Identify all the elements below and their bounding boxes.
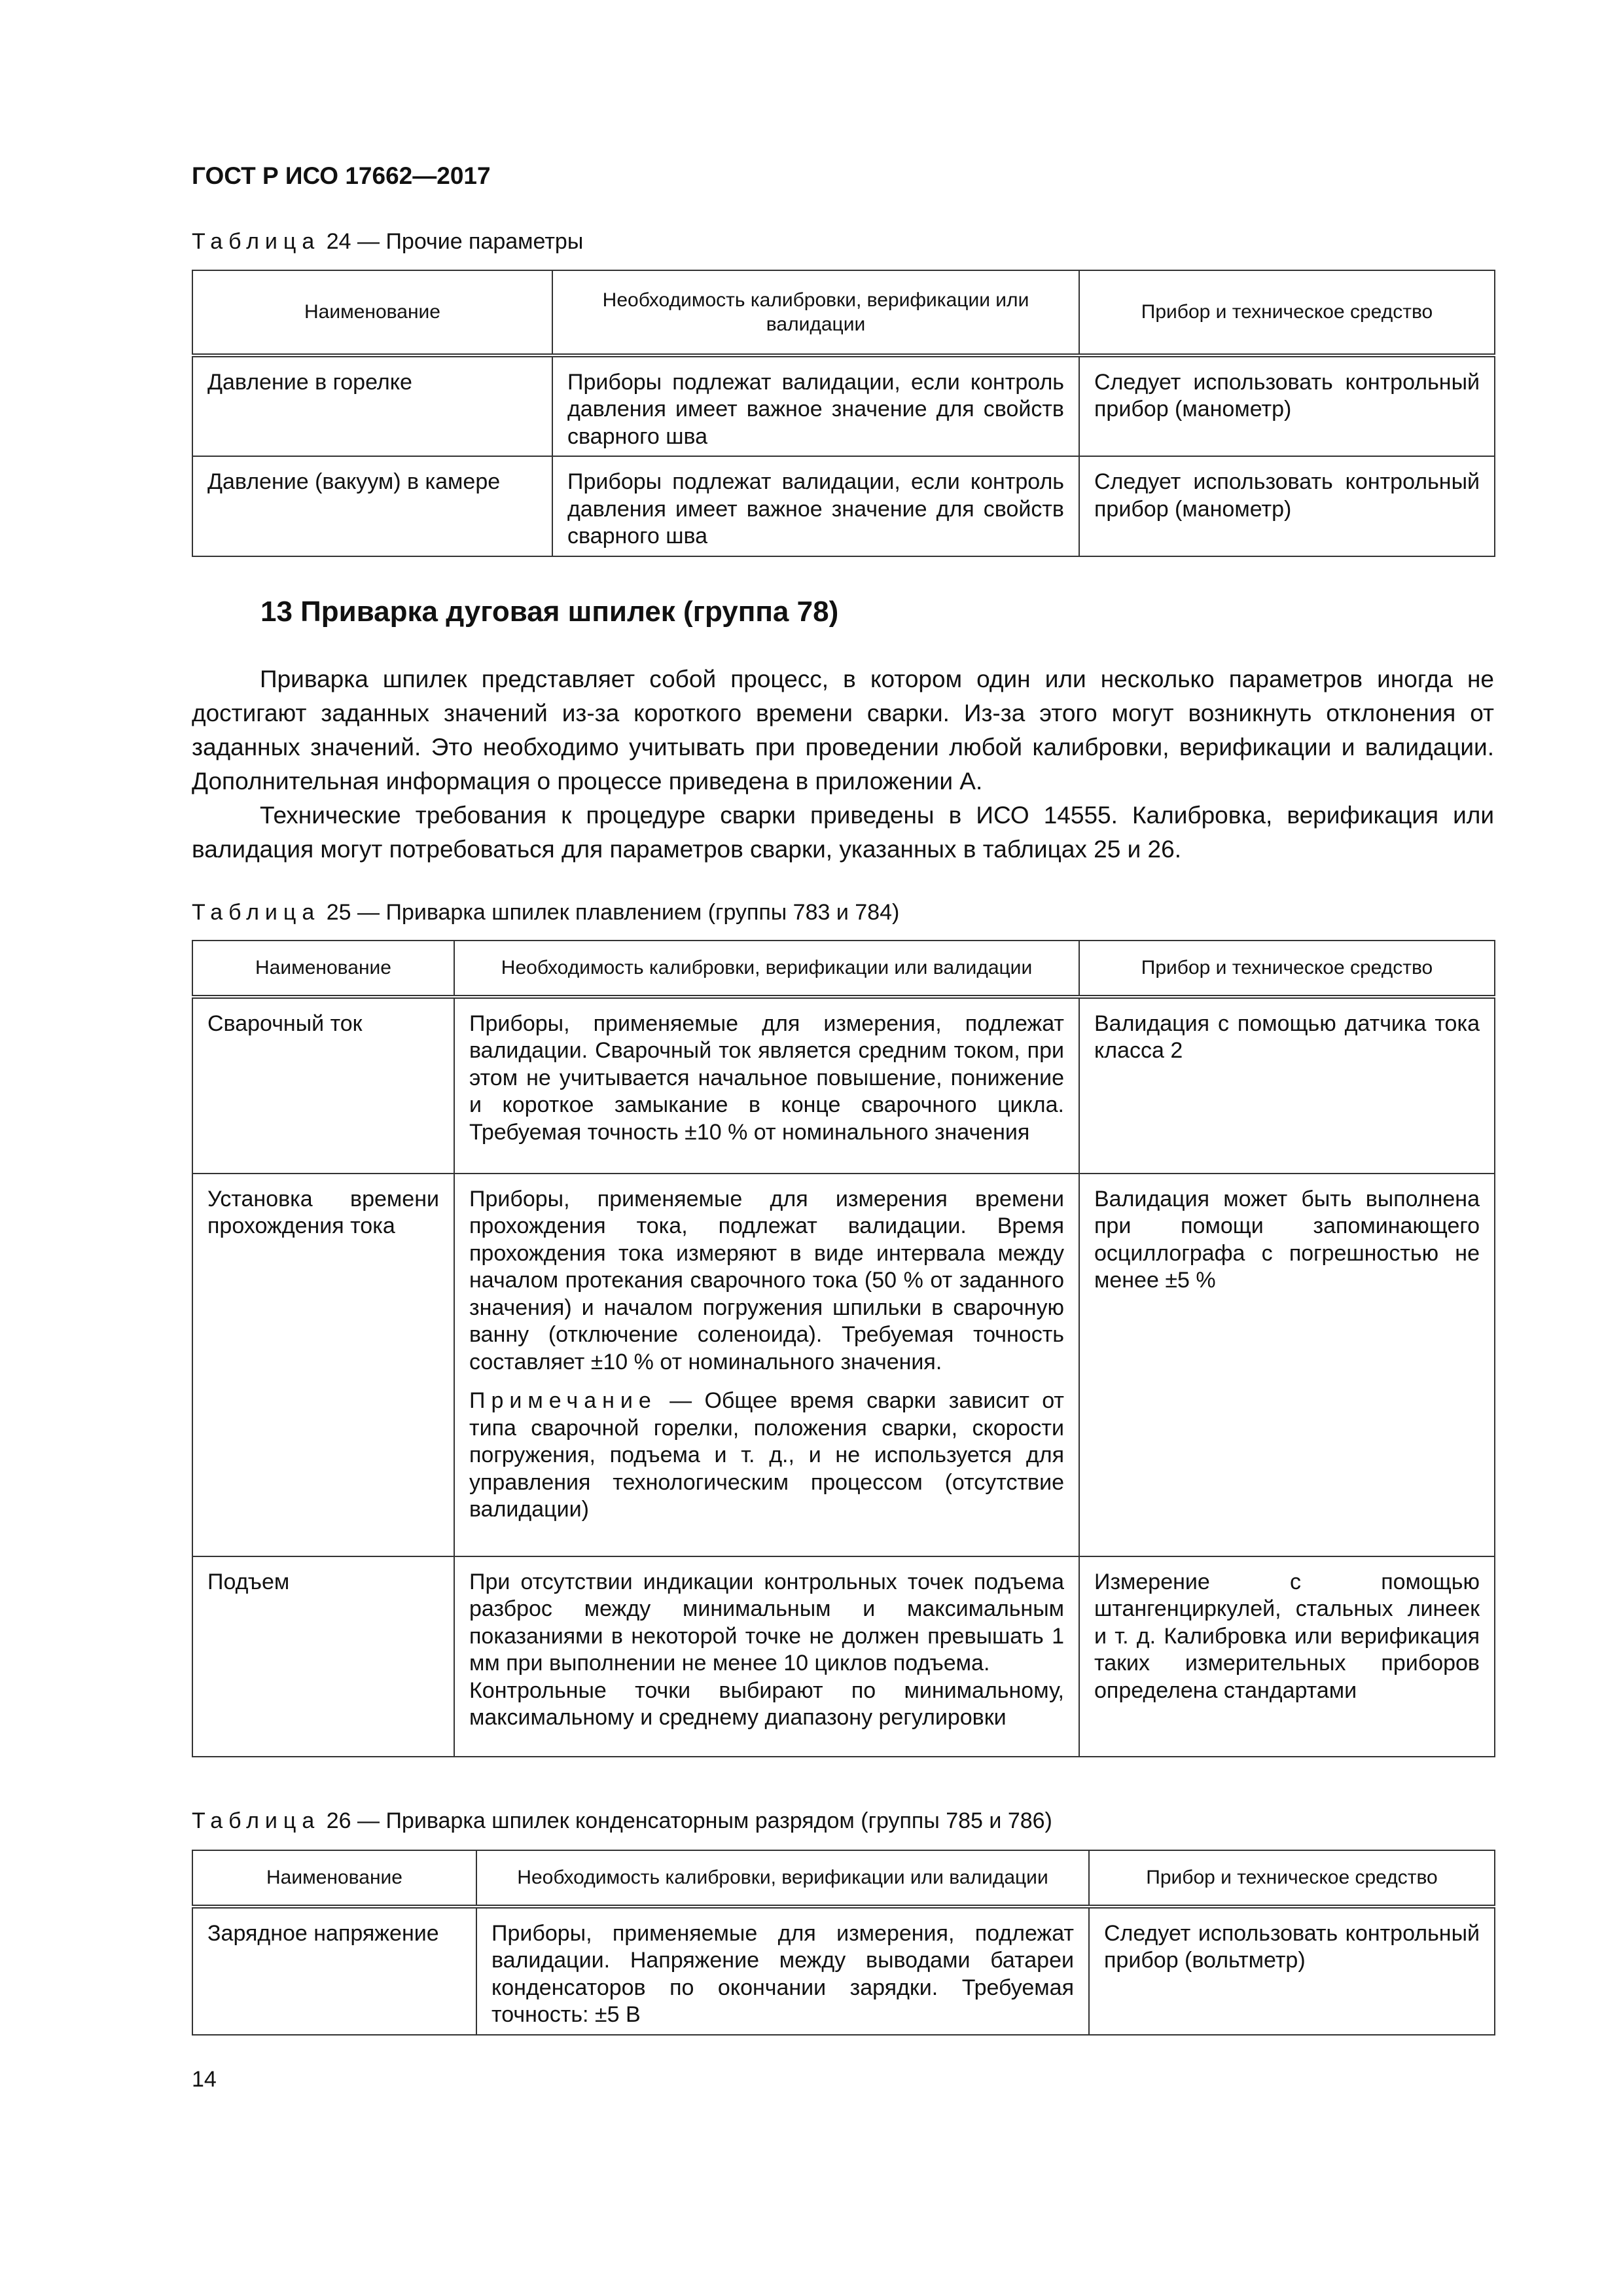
cell-need: Приборы, применяемые для измерения, подлежат валидации. Напряжение между выводами батареи конденсаторов по окончании зарядки. Требуемая точность: ±5 В — [476, 1907, 1089, 2035]
cell-need — [454, 1556, 1079, 1757]
cell-need: Приборы подлежат валидации, если контроль давления имеет важное значение для свойств сварного шва — [552, 456, 1079, 556]
table-26-caption — [192, 1808, 1052, 1834]
table-row — [192, 1907, 1495, 2035]
column-header: Прибор и техническое средство — [1079, 941, 1495, 997]
cell-name: Зарядное напряжение — [192, 1907, 476, 2035]
table-26 — [192, 1850, 1495, 2036]
caption-text: 26 — Приварка шпилек конденсаторным разрядом (группы 785 и 786) — [326, 1808, 1052, 1833]
table-25-caption — [192, 900, 899, 925]
column-header: Необходимость калибровки, верификации или валидации — [454, 941, 1079, 997]
caption-word: Таблица — [192, 1808, 321, 1833]
column-header: Наименование — [192, 270, 552, 355]
caption-text: 25 — Приварка шпилек плавлением (группы 783 и 784) — [326, 900, 900, 925]
table-row — [192, 1556, 1495, 1757]
table-24-caption — [192, 229, 583, 255]
cell-device: Следует использовать контрольный прибор (манометр) — [1079, 456, 1495, 556]
table-row — [192, 355, 1495, 456]
note-text: — Общее время сварки зависит от типа сварочной горелки, положения сварки, скорости погружения, подъема и т. д., и не используется для управления технологическим процессом (отсутствие валидации) — [469, 1388, 1064, 1522]
caption-word: Таблица — [192, 900, 321, 925]
cell-need-text: Приборы, применяемые для измерения времени прохождения тока, подлежат валидации. Время прохождения тока измеряют в виде интервала между началом протекания сварочного тока (50 % от заданного значения) и началом погружения шпильки в сварочную ванну (отключение соленоида). Требуемая точность составляет ±10 % от номинального значения. — [469, 1187, 1064, 1374]
page-number: 14 — [192, 2067, 217, 2092]
cell-name: Установка времени прохождения тока — [192, 1174, 454, 1556]
note-word: Примечание — [469, 1388, 657, 1414]
paragraph: Приварка шпилек представляет собой процесс, в котором один или несколько параметров иногда не достигают заданных значений из-за короткого времени сварки. Из-за этого могут возникнуть отклонения от заданных значений. Это необходимо учитывать при проведении любой калибровки, верификации и валидации. Дополнительная информация о процессе приведена в приложении А. — [192, 666, 1494, 795]
table-row — [192, 1174, 1495, 1556]
cell-device: Валидация может быть выполнена при помощи запоминающего осциллографа с погрешностью не менее ±5 % — [1079, 1174, 1495, 1556]
column-header: Необходимость калибровки, верификации или валидации — [552, 270, 1079, 355]
cell-need: Приборы, применяемые для измерения, подлежат валидации. Сварочный ток является средним током, при этом не учитывается начальное повышение, понижение и короткое замыкание в конце сварочного цикла. Требуемая точность ±10 % от номинального значения — [454, 997, 1079, 1174]
table-24 — [192, 270, 1495, 557]
table-row — [192, 997, 1495, 1174]
section-body — [192, 662, 1494, 867]
column-header: Прибор и техническое средство — [1089, 1850, 1495, 1907]
column-header: Необходимость калибровки, верификации или валидации — [476, 1850, 1089, 1907]
cell-name: Давление (вакуум) в камере — [192, 456, 552, 556]
note — [469, 1388, 1064, 1523]
paragraph: Технические требования к процедуре сварки приведены в ИСО 14555. Калибровка, верификация или валидация могут потребоваться для параметров сварки, указанных в таблицах 25 и 26. — [192, 802, 1494, 863]
cell-need-text: При отсутствии индикации контрольных точек подъема разброс между минимальным и максимальным показаниями в некоторой точке не должен превышать 1 мм при выполнении не менее 10 циклов подъема. — [469, 1570, 1064, 1676]
cell-name: Сварочный ток — [192, 997, 454, 1174]
column-header: Наименование — [192, 941, 454, 997]
cell-device: Валидация с помощью датчика тока класса 2 — [1079, 997, 1495, 1174]
table-row — [192, 456, 1495, 556]
table-25 — [192, 940, 1495, 1757]
cell-name: Давление в горелке — [192, 355, 552, 456]
cell-name: Подъем — [192, 1556, 454, 1757]
section-title: 13 Приварка дуговая шпилек (группа 78) — [260, 596, 839, 628]
column-header: Прибор и техническое средство — [1079, 270, 1495, 355]
cell-need-text: Контрольные точки выбирают по минимальному, максимальному и среднему диапазону регулировки — [469, 1677, 1064, 1731]
cell-device: Измерение с помощью штангенциркулей, стальных линеек и т. д. Калибровка или верификация таких измерительных приборов определена стандартами — [1079, 1556, 1495, 1757]
caption-word: Таблица — [192, 229, 321, 254]
document-header: ГОСТ Р ИСО 17662—2017 — [192, 162, 491, 189]
cell-device: Следует использовать контрольный прибор (вольтметр) — [1089, 1907, 1495, 2035]
caption-text: 24 — Прочие параметры — [326, 229, 584, 254]
cell-need: Приборы подлежат валидации, если контроль давления имеет важное значение для свойств сварного шва — [552, 355, 1079, 456]
cell-device: Следует использовать контрольный прибор (манометр) — [1079, 355, 1495, 456]
cell-need — [454, 1174, 1079, 1556]
column-header: Наименование — [192, 1850, 476, 1907]
